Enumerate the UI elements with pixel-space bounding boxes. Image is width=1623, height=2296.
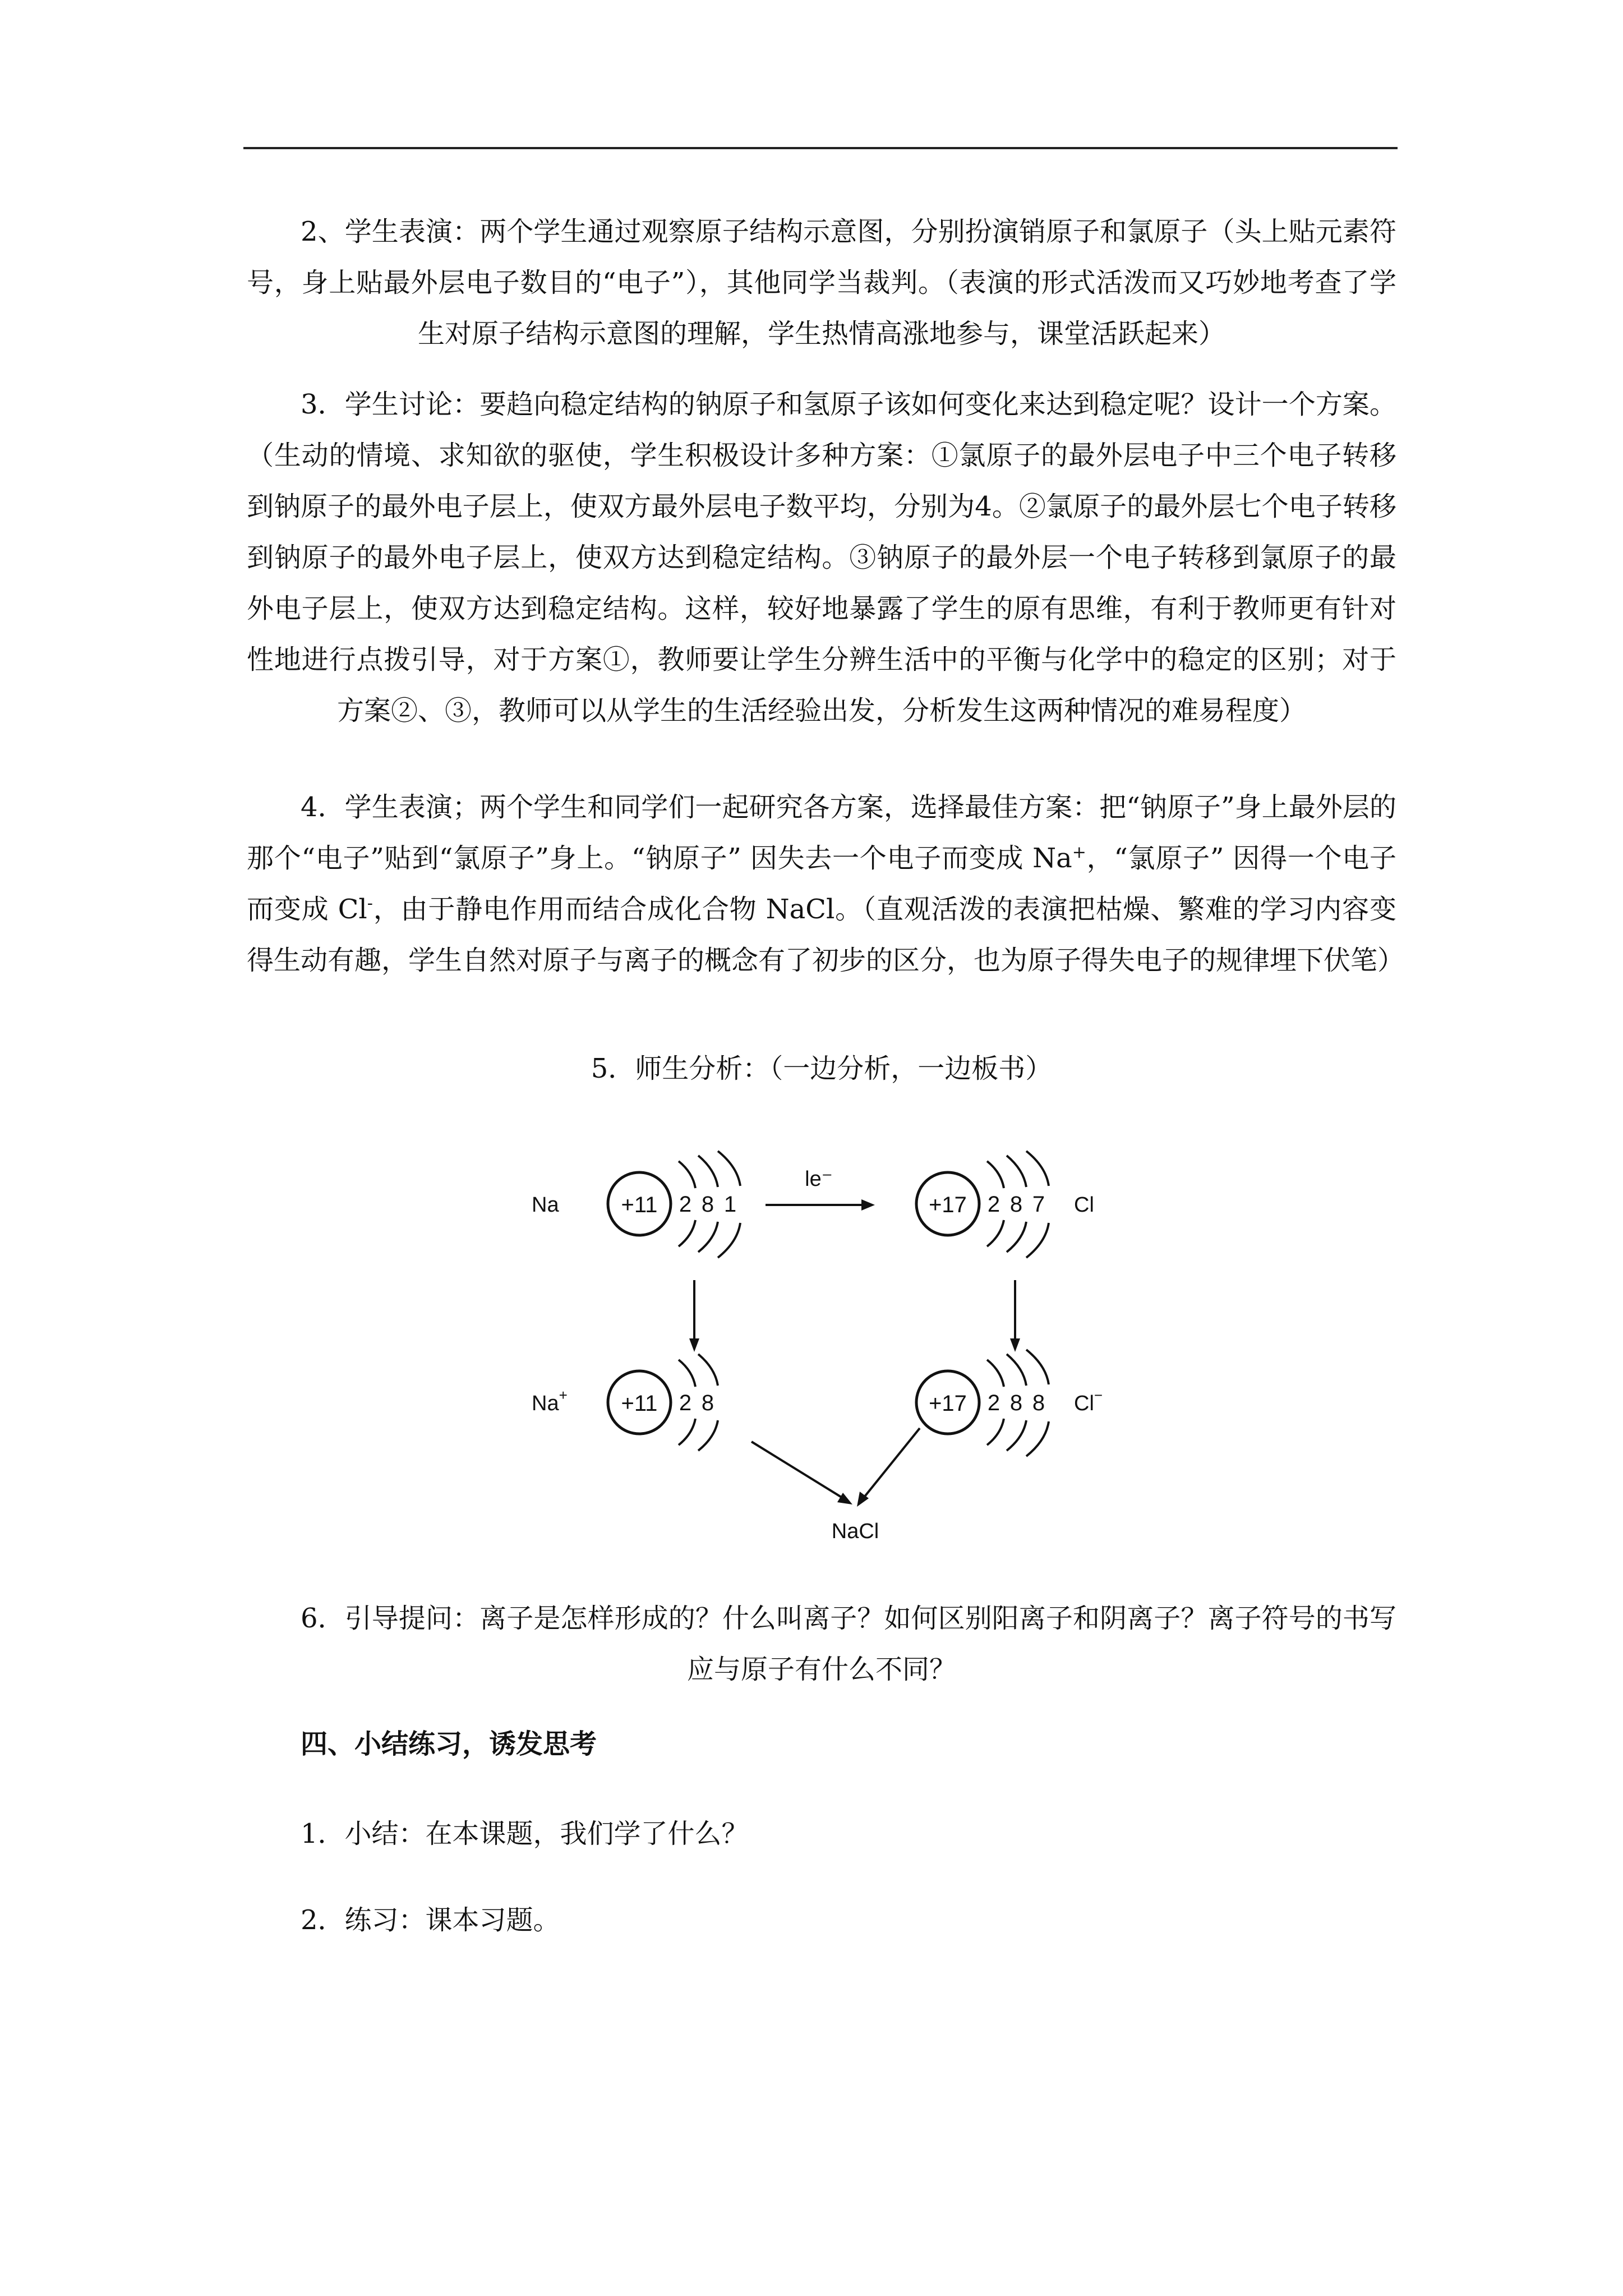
na-atom-label: Na bbox=[532, 1193, 559, 1217]
nacl-product-label: NaCl bbox=[831, 1520, 879, 1543]
na-ion-shell-2-count: 8 bbox=[701, 1391, 714, 1415]
ionic-bond-diagram bbox=[527, 1139, 1189, 1565]
paragraph-4-part-b: ，“氯原子” 因得一个电子而变成 Cl bbox=[247, 843, 1396, 925]
transfer-arrow-head bbox=[861, 1199, 875, 1211]
na-ion-nucleus-charge: +11 bbox=[621, 1391, 658, 1416]
na-down-arrow-head bbox=[689, 1338, 699, 1352]
cl-ion-shell-3-count: 8 bbox=[1032, 1391, 1045, 1415]
header-rule bbox=[243, 147, 1398, 149]
cl-down-arrow-head bbox=[1010, 1338, 1020, 1352]
cl-ion-shell-1-count: 2 bbox=[987, 1391, 1000, 1415]
paragraph-6: 6．引导提问：离子是怎样形成的？什么叫离子？如何区别阳离子和阴离子？离子符号的书写应与原子有什么不同？ bbox=[301, 1603, 1396, 1685]
na-ion-to-nacl-arrow-head bbox=[837, 1493, 852, 1504]
cl-minus-superscript: - bbox=[367, 894, 373, 913]
na-ion-shell-1-count: 2 bbox=[679, 1391, 692, 1415]
na-ion-symbol: Na bbox=[532, 1392, 559, 1415]
summary-item-1: 1．小结：在本课题，我们学了什么？ bbox=[301, 1818, 749, 1849]
na-ion-to-nacl-arrow-line bbox=[751, 1442, 842, 1498]
cl-shell-1-count: 2 bbox=[987, 1192, 1000, 1217]
cl-ion-symbol: Cl bbox=[1074, 1392, 1094, 1415]
cl-ion-label bbox=[1074, 1387, 1103, 1415]
na-ion-charge: + bbox=[559, 1387, 568, 1404]
paragraph-3: 3．学生讨论：要趋向稳定结构的钠原子和氢原子该如何变化来达到稳定呢？设计一个方案。（生动的情境、求知欲的驱使，学生积极设计多种方案：①氯原子的最外层电子中三个电子转移到钠原子的最外电子层上，使双方最外层电子数平均，分别为4。②氯原子的最外层七个电子转移到钠原子的最外电子层上，使双方达到稳定结构。③钠原子的最外层一个电子转移到氯原子的最外电子层上，使双方达到稳定结构。这样，较好地暴露了学生的原有思维，有利于教师更有针对性地进行点拨引导，对于方案①，教师要让学生分辨生活中的平衡与化学中的稳定的区别；对于方案②、③，教师可以从学生的生活经验出发，分析发生这两种情况的难易程度） bbox=[247, 389, 1396, 726]
electron-transfer-label: le⁻ bbox=[805, 1167, 833, 1191]
section-heading-4: 四、小结练习，诱发思考 bbox=[301, 1728, 597, 1760]
paragraph-4-part-a: 4．学生表演；两个学生和同学们一起研究各方案，选择最佳方案：把“钠原子”身上最外层的那个“电子”贴到“氯原子”身上。“钠原子” 因失去一个电子而变成 Na bbox=[247, 792, 1396, 874]
cl-ion-nucleus-charge: +17 bbox=[929, 1391, 967, 1416]
paragraph-4-part-c: ，由于静电作用而结合成化合物 NaCl。（直观活泼的表演把枯燥、繁难的学习内容变得生动有趣，学生自然对原子与离子的概念有了初步的区分，也为原子得失电子的规律埋下伏笔） bbox=[247, 894, 1405, 976]
paragraph-2: 2、学生表演：两个学生通过观察原子结构示意图，分别扮演销原子和氯原子（头上贴元素符号，身上贴最外层电子数目的“电子”），其他同学当裁判。（表演的形式活泼而又巧妙地考查了学生对原子结构示意图的理解，学生热情高涨地参与，课堂活跃起来） bbox=[247, 216, 1396, 349]
na-nucleus-charge: +11 bbox=[621, 1193, 658, 1217]
cl-ion-charge: − bbox=[1094, 1387, 1103, 1404]
cl-shell-2-count: 8 bbox=[1009, 1192, 1023, 1217]
cl-atom-label: Cl bbox=[1074, 1193, 1094, 1217]
na-ion-label bbox=[532, 1387, 568, 1415]
summary-item-2: 2．练习：课本习题。 bbox=[301, 1904, 560, 1936]
cl-nucleus-charge: +17 bbox=[929, 1193, 967, 1217]
na-shell-1-count: 2 bbox=[679, 1192, 692, 1217]
cl-ion-shell-2-count: 8 bbox=[1009, 1391, 1023, 1415]
na-plus-superscript: + bbox=[1072, 843, 1086, 862]
cl-ion-to-nacl-arrow-line bbox=[864, 1428, 920, 1498]
paragraph-4 bbox=[247, 782, 1405, 986]
na-shell-2-count: 8 bbox=[701, 1192, 714, 1217]
na-shell-3-count: 1 bbox=[723, 1192, 737, 1217]
paragraph-5: 5．师生分析：（一边分析，一边板书） bbox=[591, 1053, 1053, 1084]
cl-shell-3-count: 7 bbox=[1032, 1192, 1045, 1217]
